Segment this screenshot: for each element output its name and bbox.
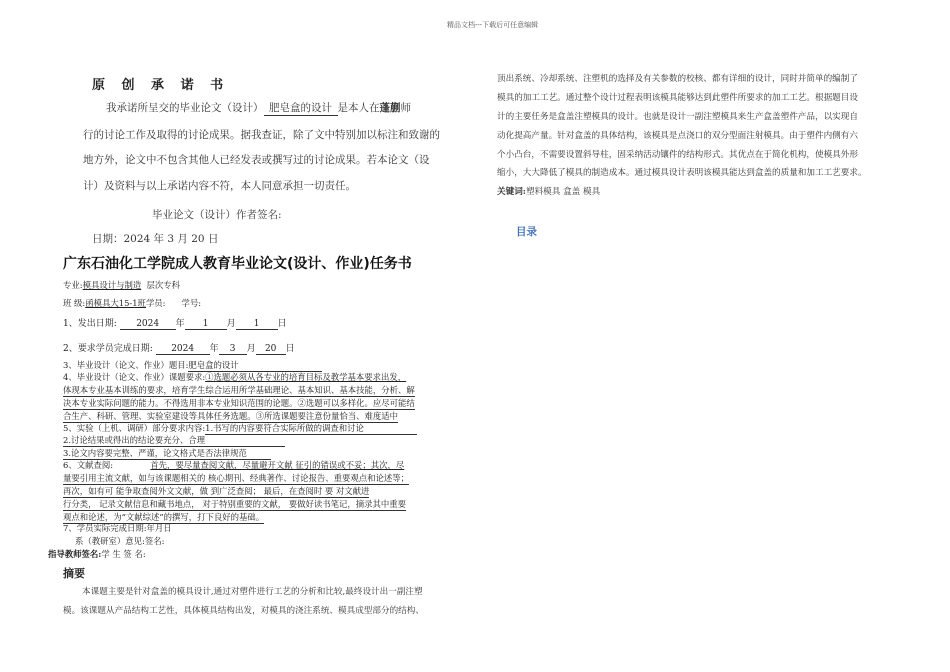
abstract-line-2: 模。该课题从产品结构工艺性，具体模具结构出发，对模具的浇注系统、模具成型部分的结构、 — [63, 606, 424, 616]
issue-day: 1 — [236, 319, 278, 330]
major-label: 专业: — [63, 280, 83, 290]
abstract-right-line-3: 计的主要任务是盒盖注塑模具的设计。也就是设计一副注塑模具来生产盒盖塑件产品，以实现自 — [497, 112, 858, 122]
pledge-line-1-prefix: 我承诺所呈交的毕业论文（设计） — [106, 102, 264, 114]
experiment-line-1: 1.书写的内容要符合实际所做的调查和讨论 — [205, 422, 417, 435]
experiment-row-2 — [63, 434, 285, 447]
pledge-line-2: 行的讨论工作及取得的讨论成果。据我查证，除了文中特别加以标注和致谢的 — [83, 129, 440, 141]
keywords-label: 关键词: — [497, 187, 526, 197]
student-label: 学员: — [145, 298, 166, 308]
abstract-heading: 摘要 — [63, 567, 85, 580]
student-no-label: 学号: — [181, 298, 202, 308]
issue-year: 2024 — [120, 319, 176, 330]
requirements-line-4: 合生产、科研、管理、实验室建设等具体任务选题。③所选课题要注意份量恰当、难度适中 — [63, 411, 398, 421]
pledge-topic: 肥皂盒的设计 — [264, 100, 338, 116]
task-class-row — [63, 297, 201, 309]
pledge-line-4: 计）及资料与以上承诺内容不符，本人同意承担一切责任。 — [83, 180, 356, 192]
student-signature-label: 学 生 签 名: — [101, 549, 146, 559]
abstract-line-1: 本课题主要是针对盒盖的模具设计,通过对塑件进行工艺的分析和比较,最终设计出一副注塑 — [82, 587, 423, 597]
due-month: 3 — [219, 344, 247, 355]
due-day: 20 — [256, 344, 286, 355]
requirements-row-1 — [63, 371, 406, 383]
literature-line-3: 再次，如有可 能争取查阅外文文献，做 到广泛查阅； 最后，在查阅时 要 对文献进 — [63, 486, 370, 496]
pledge-line-1-suffix: 是本人在 — [337, 102, 380, 114]
abstract-right-line-1: 顶出系统、冷却系统、注塑机的选择及有关参数的校核、都有详细的设计，同时并简单的编制了 — [497, 74, 858, 84]
experiment-label: 5、实验（上机、调研）部分要求内容: — [63, 423, 206, 433]
toc-heading[interactable]: 目录 — [516, 226, 537, 238]
abstract-right-line-6: 缩小，大大降低了模具的制造成本。通过模具设计表明该模具能达到盒盖的质量和加工工艺要求。 — [497, 168, 867, 178]
due-date-label: 2、要求学员完成日期: — [63, 344, 153, 354]
class-value: 函模具大15-1班 — [85, 298, 146, 308]
pledge-line-1-tail: 蓬蒯 — [379, 102, 401, 114]
signature-row — [48, 548, 146, 560]
experiment-line-3: 3.论文内容要完整、严谨，论文格式是否法律规范 — [63, 447, 271, 460]
pledge-line-1 — [106, 100, 411, 116]
task-major-row — [63, 279, 180, 291]
keywords-row — [497, 185, 600, 197]
task-title: 广东石油化工学院成人教育毕业论文(设计、作业)任务书 — [63, 256, 412, 272]
keywords-value: 塑料模具 盒盖 模具 — [525, 187, 601, 197]
due-date-row: 2、要求学员完成日期: 2024 年 3 月 20 日 — [63, 344, 295, 354]
pledge-author-sign: 毕业论文（设计）作者签名: — [152, 209, 282, 221]
literature-row-1 — [63, 459, 404, 471]
department-opinion: 系（教研室）意见:签名: — [75, 536, 165, 546]
literature-line-4: 行分类， 记录文献信息和藏书地点， 对于特别重要的文献， 要做好读书笔记，摘录其中重要 — [63, 499, 406, 509]
experiment-line-2: 2.讨论结果或得出的结论要充分、合理 — [63, 434, 285, 447]
issue-date-row: 1、发出日期: 2024 年 1 月 1 日 — [63, 319, 287, 329]
literature-line-5: 观点和论述，为“文献综述”的撰写，打下良好的基础。 — [63, 512, 265, 522]
literature-line-2: 量要引用主流文献，如与该课题相关的 核心期刊、经典著作、讨论报告、重要观点和论述等； — [63, 473, 410, 483]
teacher-signature-label: 指导教师签名: — [48, 549, 102, 559]
actual-finish-date: 7、学员实际完成日期:年月日 — [63, 523, 172, 533]
requirements-line-1: ①选题必须从各专业的培育目标及教学基本要求出发， — [205, 372, 407, 382]
requirements-label: 4、毕业设计（论文、作业）课题要求: — [63, 372, 206, 382]
abstract-right-line-4: 动化提高产量。针对盒盖的具体结构，该模具是点浇口的双分型面注射模具。由于塑件内侧有六 — [497, 131, 858, 141]
abstract-right-line-5: 个小凸台，不需要设置斜导柱，固采纳活动镶件的结构形式。其优点在于简化机构，使模具外形 — [497, 150, 858, 160]
issue-date-label: 1、发出日期: — [63, 319, 117, 329]
requirements-line-2: 体现本专业基本训练的要求，培育学生综合运用所学基础理论、基本知识、基本技能，分析、解 — [63, 385, 415, 395]
pledge-line-1-end: 师 — [400, 102, 411, 114]
major-value: 模具设计与制造 — [82, 280, 142, 290]
requirements-line-3: 决本专业实际问题的能力。不得选用非本专业知识范围的论题。②选题可以多样化。应尽可能结 — [63, 398, 415, 408]
topic-value: 肥皂盒的设计 — [188, 359, 322, 372]
due-year: 2024 — [156, 344, 210, 355]
issue-month: 1 — [185, 319, 227, 330]
class-label: 班 级: — [63, 298, 86, 308]
level-value: 层次专科 — [146, 280, 181, 290]
literature-line-1: 首先，要尽量查阅文献，尽量避开文献 征引的错误或不妥；其次，尽 — [150, 460, 405, 470]
abstract-right-line-2: 模具的加工工艺。通过整个设计过程表明该模具能够达到此塑件所要求的加工工艺。根据题目设 — [497, 93, 858, 103]
pledge-title: 原 创 承 诺 书 — [92, 78, 230, 93]
page-header-note: 精品文档---下载后可任意编辑 — [447, 21, 539, 29]
pledge-date: 日期：2024 年 3 月 20 日 — [92, 233, 219, 245]
literature-label: 6、文献查阅: — [63, 460, 114, 470]
pledge-line-3: 地方外，论文中不包含其他人已经发表或撰写过的讨论成果。若本论文（设 — [83, 154, 430, 166]
topic-label: 3、毕业设计（论文、作业）题目: — [63, 360, 189, 370]
